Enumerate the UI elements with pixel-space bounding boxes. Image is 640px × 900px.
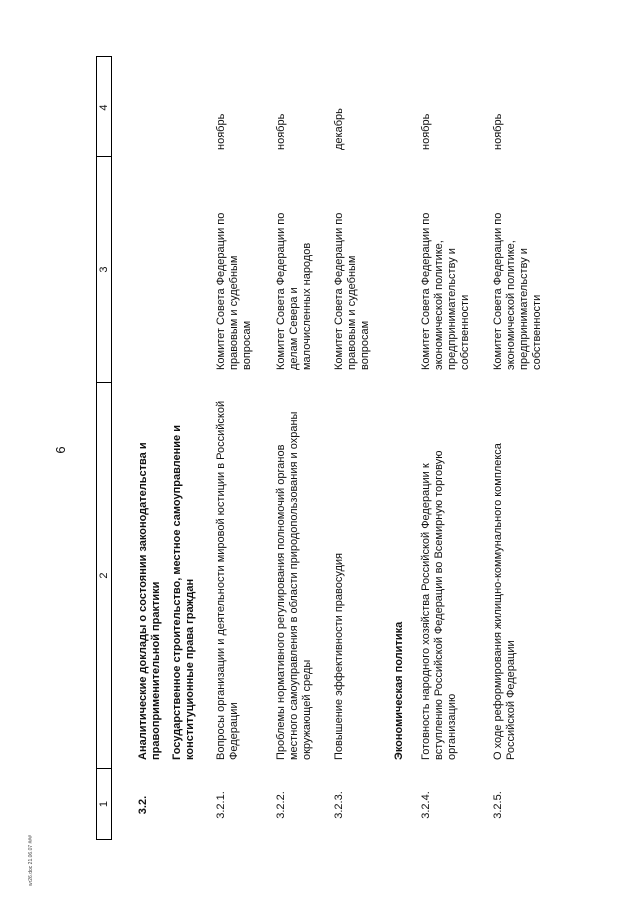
row-number: 3.2.3. — [333, 791, 345, 819]
row-number: 3.2.1. — [215, 791, 227, 819]
header-divider — [97, 156, 111, 157]
header-col-1: 1 — [98, 800, 110, 808]
header-divider — [97, 768, 111, 769]
row-date: ноябрь — [275, 113, 287, 150]
row-title: Готовность народного хозяйства Российской Федерации к вступлению Российской Федерации во Всемирную торговую организацию — [420, 450, 458, 760]
row-title: Повышение эффективности правосудия — [333, 552, 345, 760]
row-committee: Комитет Совета Федерации по экономической политике, предпринимательству и собственности — [420, 212, 471, 370]
header-col-2: 2 — [98, 572, 110, 579]
row-date: ноябрь — [492, 113, 504, 150]
section-heading: Государственное строительство, местное самоуправление и конституционные права граждан — [171, 425, 196, 760]
row-title: Аналитические доклады о состоянии законодательства и правоприменительной практики — [137, 442, 162, 760]
row-number: 3.2.2. — [275, 791, 287, 819]
row-title: О ходе реформирования жилищно-коммунального комплекса Российской Федерации — [492, 443, 517, 760]
row-date: декабрь — [333, 108, 345, 150]
row-number: 3.2.5. — [492, 791, 504, 819]
row-number: 3.2. — [137, 795, 149, 815]
row-committee: Комитет Совета Федерации по правовым и судебным вопросам — [215, 212, 253, 370]
footer-note: wr26.doc 21.06.07 ### — [28, 835, 34, 886]
row-committee: Комитет Совета Федерации по экономической политике, предпринимательству и собственности — [492, 212, 543, 370]
row-title: Вопросы организации и деятельности мировой юстиции в Российской Федерации — [215, 400, 240, 760]
row-date: ноябрь — [215, 113, 227, 150]
header-col-3: 3 — [98, 266, 110, 273]
header-divider — [97, 382, 111, 383]
table-header — [96, 56, 112, 840]
row-committee: Комитет Совета Федерации по правовым и судебным вопросам — [333, 212, 371, 370]
row-committee: Комитет Совета Федерации по делам Севера и малочисленных народов — [275, 212, 313, 370]
row-date: ноябрь — [420, 113, 432, 150]
header-col-4: 4 — [98, 104, 110, 111]
row-title: Проблемы нормативного регулирования полномочий органов местного самоуправления в области природопользования и охраны окружающей среды — [275, 411, 313, 760]
section-heading: Экономическая политика — [393, 621, 405, 760]
row-number: 3.2.4. — [420, 791, 432, 819]
page-number: 6 — [53, 446, 68, 454]
